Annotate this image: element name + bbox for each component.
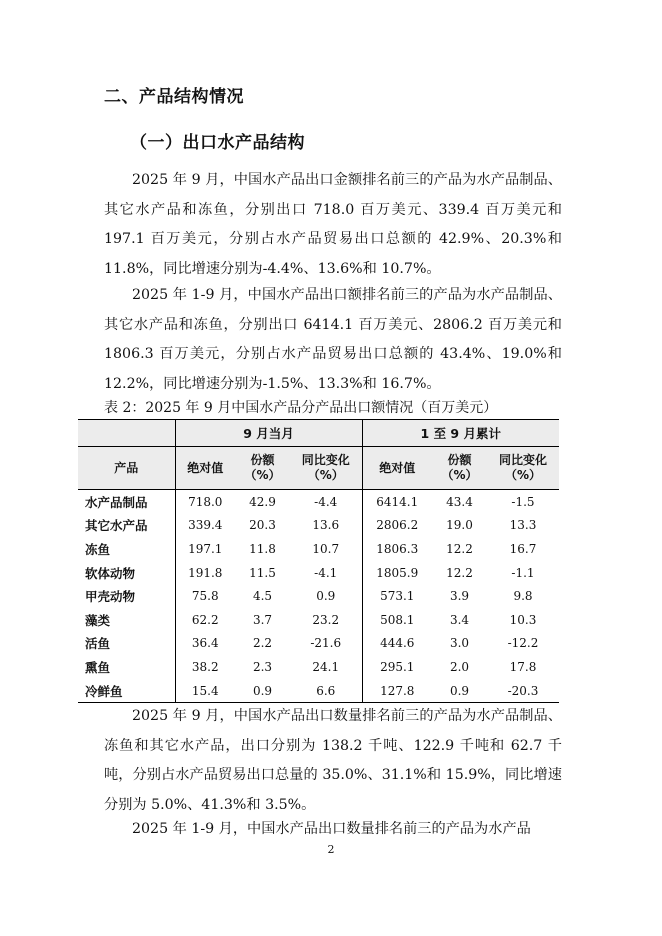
cell-cumulative-share: 0.9: [432, 679, 487, 703]
cell-monthly-abs: 62.2: [191, 612, 219, 627]
cell-cumulative-share: 3.9: [449, 589, 470, 604]
cell-monthly-share: 20.3: [249, 518, 276, 533]
cell-cumulative-abs: 6414.1: [376, 494, 419, 509]
group-header-monthly: 9 月当月: [175, 420, 362, 447]
cell-monthly-share: 2.3: [252, 659, 273, 674]
cell-cumulative-yoy: -1.5: [511, 494, 535, 509]
table-row: [78, 490, 559, 514]
cell-product: 水产品制品: [78, 490, 175, 514]
col-header-monthly-share: [235, 447, 290, 490]
cell-product: 甲壳动物: [78, 584, 175, 608]
table-row: [78, 584, 559, 608]
cell-product: 冻鱼: [78, 537, 175, 561]
cell-cumulative-yoy: -1.1: [511, 565, 535, 580]
page-number: 2: [327, 843, 335, 856]
cell-monthly-share: 2.2: [252, 636, 273, 651]
cell-product: 熏鱼: [78, 655, 175, 679]
cell-monthly-abs: 15.4: [175, 679, 235, 703]
cell-cumulative-yoy: 9.8: [513, 589, 533, 604]
table-row: [78, 679, 559, 703]
cell-cumulative-yoy: -20.3: [487, 679, 559, 703]
table-row: [78, 655, 559, 679]
cell-monthly-yoy: -4.4: [290, 490, 362, 514]
cell-cumulative-yoy: 10.3: [509, 612, 537, 627]
cell-monthly-share: 11.5: [249, 565, 276, 580]
table-row: [78, 537, 559, 561]
cell-monthly-abs: 718.0: [188, 494, 223, 509]
table-group-header-row: [78, 420, 559, 447]
table-row: [78, 514, 559, 538]
cell-cumulative-abs: 2806.2: [376, 518, 419, 533]
table-caption: 表 2：2025 年 9 月中国水产品分产品出口额情况（百万美元）: [104, 400, 498, 416]
cell-cumulative-share: 12.2: [446, 565, 473, 580]
cell-monthly-yoy: 23.2: [290, 608, 362, 632]
cell-product: 其它水产品: [78, 514, 175, 538]
cell-monthly-abs: 38.2: [191, 659, 219, 674]
section-heading: 二、产品结构情况: [104, 87, 244, 107]
cell-cumulative-yoy: 13.3: [509, 518, 537, 533]
cell-cumulative-share: 3.4: [449, 612, 470, 627]
cell-product: 活鱼: [78, 632, 175, 656]
cell-monthly-abs: 36.4: [191, 636, 219, 651]
cell-cumulative-share: 3.0: [449, 636, 470, 651]
cell-monthly-share: 3.7: [252, 612, 273, 627]
cell-monthly-yoy: 6.6: [290, 679, 362, 703]
col-header-label: 份额: [447, 453, 472, 467]
cell-cumulative-abs: 1805.9: [376, 565, 419, 580]
cell-product: 藻类: [78, 608, 175, 632]
cell-product: 冷鲜鱼: [78, 679, 175, 703]
col-header-label: 同比变化: [498, 453, 547, 467]
cell-monthly-yoy: 13.6: [290, 514, 362, 538]
cell-cumulative-yoy: 16.7: [509, 541, 537, 556]
cell-cumulative-abs: 444.6: [380, 636, 415, 651]
cell-cumulative-abs: 1806.3: [376, 541, 419, 556]
cell-cumulative-abs: 127.8: [362, 679, 432, 703]
paragraph-cumulative-volume: 2025 年 1-9 月，中国水产品出口数量排名前三的产品为水产品: [132, 821, 531, 837]
col-header-label: 同比变化: [301, 453, 350, 467]
table-column-header-row: [78, 447, 559, 490]
paragraph-monthly-volume: 2025 年 9 月，中国水产品出口数量排名前三的产品为水产品制品、冻鱼和其它水产品，出口分别为 138.2 千吨、122.9 千吨和 62.7 千吨，分别占水产品贸易出口总量的 35.0%、31.1%和 15.9%，同比增速分别为 5.0%、41.3%和 3.5%。: [104, 708, 562, 813]
cell-monthly-abs: 197.1: [188, 541, 223, 556]
cell-cumulative-share: 2.0: [449, 659, 470, 674]
col-header-unit: （%）: [504, 468, 542, 482]
cell-cumulative-abs: 573.1: [380, 589, 415, 604]
cell-monthly-share: 4.5: [252, 589, 273, 604]
cell-monthly-yoy: 24.1: [290, 655, 362, 679]
cell-product: 软体动物: [78, 561, 175, 585]
cell-monthly-abs: 75.8: [191, 589, 219, 604]
col-header-unit: （%）: [307, 468, 344, 482]
col-header-monthly-abs: 绝对值: [175, 447, 235, 490]
cell-monthly-yoy: -4.1: [290, 561, 362, 585]
col-header-product: 产品: [78, 447, 175, 490]
cell-monthly-share: 11.8: [249, 541, 276, 556]
col-header-unit: （%）: [244, 468, 281, 482]
cell-cumulative-share: 12.2: [446, 541, 473, 556]
paragraph-monthly-value: 2025 年 9 月，中国水产品出口金额排名前三的产品为水产品制品、其它水产品和冻鱼，分别出口 718.0 百万美元、339.4 百万美元和 197.1 百万美元，分别占水产品贸易出口总额的 42.9%、20.3%和 11.8%，同比增速分别为-4.4%、13.6%和 10.7%。: [104, 172, 562, 277]
cell-monthly-abs: 191.8: [188, 565, 223, 580]
col-header-cumulative-yoy: [487, 447, 559, 490]
cell-cumulative-yoy: 17.8: [509, 659, 537, 674]
cell-monthly-yoy: 0.9: [290, 584, 362, 608]
cell-monthly-share: 0.9: [235, 679, 290, 703]
col-header-cumulative-share: [432, 447, 487, 490]
table-row: [78, 632, 559, 656]
cell-monthly-yoy: -21.6: [290, 632, 362, 656]
cell-cumulative-share: 19.0: [446, 518, 473, 533]
col-header-monthly-yoy: [290, 447, 362, 490]
col-header-unit: （%）: [441, 468, 478, 482]
cell-monthly-abs: 339.4: [188, 518, 223, 533]
cell-cumulative-abs: 295.1: [380, 659, 415, 674]
col-header-cumulative-abs: 绝对值: [362, 447, 432, 490]
col-header-label: 份额: [250, 453, 275, 467]
table-row: [78, 608, 559, 632]
cell-cumulative-yoy: -12.2: [507, 636, 539, 651]
table-row: [78, 561, 559, 585]
cell-monthly-share: 42.9: [249, 494, 276, 509]
cell-monthly-yoy: 10.7: [290, 537, 362, 561]
subsection-heading: （一）出口水产品结构: [130, 133, 305, 153]
cell-cumulative-abs: 508.1: [380, 612, 415, 627]
cell-cumulative-share: 43.4: [446, 494, 473, 509]
empty-header-cell: [78, 420, 175, 447]
export-value-table: [78, 419, 559, 703]
group-header-cumulative: 1 至 9 月累计: [362, 420, 559, 447]
paragraph-cumulative-value: 2025 年 1-9 月，中国水产品出口额排名前三的产品为水产品制品、其它水产品和冻鱼，分别出口 6414.1 百万美元、2806.2 百万美元和 1806.3 百万美元，分别占水产品贸易出口总额的 43.4%、19.0%和 12.2%，同比增速分别为-1.5%、13.3%和 16.7%。: [104, 287, 562, 392]
